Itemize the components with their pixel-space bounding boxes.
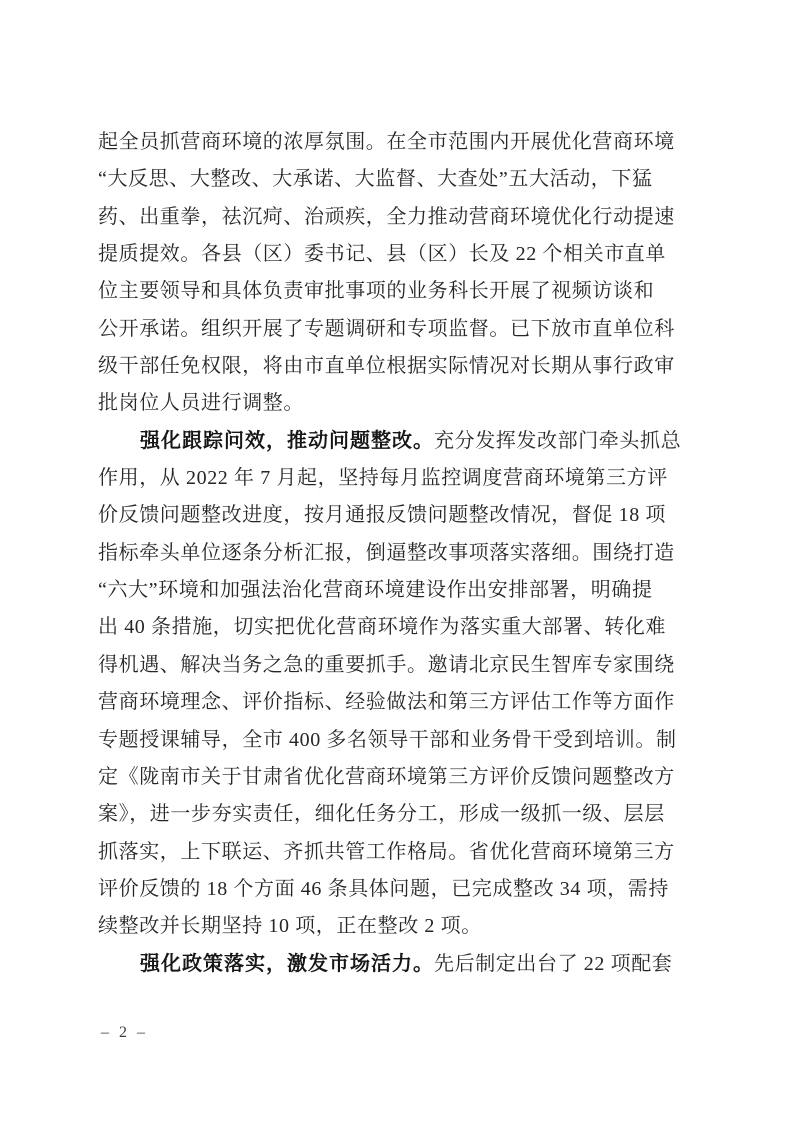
text-line: 得机遇、解决当务之急的重要抓手。邀请北京民生智库专家围绕 [98,653,675,676]
lead-rest-text: 先后制定出台了 22 项配套 [434,952,673,975]
text-line: 指标牵头单位逐条分析汇报，倒逼整改事项落实落细。围绕打造 [98,541,675,564]
text-line: 药、出重拳，祛沉疴、治顽疾，全力推动营商环境优化行动提速 [98,205,675,228]
paragraph-1 [98,124,700,423]
text-line [98,946,700,983]
text-line: 级干部任免权限，将由市直单位根据实际情况对长期从事行政审 [98,355,675,378]
paragraph-3 [98,946,700,983]
text-line: 批岗位人员进行调整。 [98,392,304,415]
lead-rest-text: 充分发挥发改部门牵头抓总 [434,429,682,452]
text-line: 价反馈问题整改进度，按月通报反馈问题整改情况，督促 18 项 [98,504,666,527]
bold-lead-phrase: 强化跟踪问效，推动问题整改。 [140,429,434,452]
text-line [98,423,700,460]
text-line: 评价反馈的 18 个方面 46 条具体问题，已完成整改 34 项，需持 [98,877,669,900]
bold-lead-phrase: 强化政策落实，激发市场活力。 [140,952,434,975]
text-line: 营商环境理念、评价指标、经验做法和第三方评估工作等方面作 [98,691,675,714]
text-line: 专题授课辅导，全市 400 多名领导干部和业务骨干受到培训。制 [98,728,677,751]
text-line: 提质提效。各县（区）委书记、县（区）长及 22 个相关市直单 [98,243,666,266]
document-body [98,124,700,983]
text-line: 续整改并长期坚持 10 项，正在整改 2 项。 [98,915,482,938]
page-number: – 2 – [101,1024,148,1041]
text-line: “大反思、大整改、大承诺、大监督、大查处”五大活动，下猛 [98,168,653,191]
text-line: 出 40 条措施，切实把优化营商环境作为落实重大部署、转化难 [98,616,666,639]
text-line: 起全员抓营商环境的浓厚氛围。在全市范围内开展优化营商环境 [98,131,675,153]
text-line: 抓落实，上下联运、齐抓共管工作格局。省优化营商环境第三方 [98,840,675,863]
text-line: 公开承诺。组织开展了专题调研和专项监督。已下放市直单位科 [98,317,675,340]
text-line: 作用，从 2022 年 7 月起，坚持每月监控调度营商环境第三方评 [98,467,668,490]
text-line: 定《陇南市关于甘肃省优化营商环境第三方评价反馈问题整改方 [98,765,675,788]
text-line: 案》，进一步夯实责任，细化任务分工，形成一级抓一级、层层 [98,803,665,826]
page-footer [101,1023,148,1043]
paragraph-2 [98,423,700,946]
text-line: “六大”环境和加强法治化营商环境建设作出安排部署，明确提 [98,579,653,602]
text-line: 位主要领导和具体负责审批事项的业务科长开展了视频访谈和 [98,280,655,303]
